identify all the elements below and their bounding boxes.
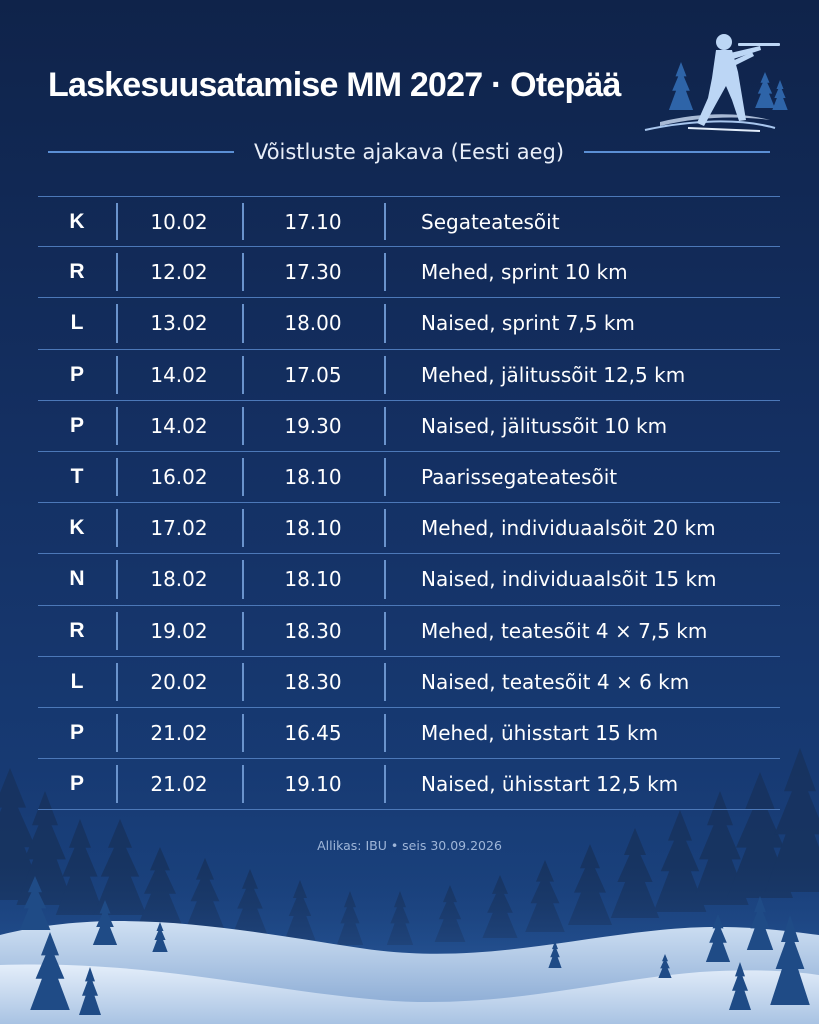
weekday: K <box>69 209 85 233</box>
table-row <box>38 759 780 810</box>
date: 14.02 <box>150 413 208 438</box>
start-time: 17.10 <box>284 209 342 234</box>
event-name: Paarissegateatesõit <box>421 465 618 490</box>
column-divider <box>384 203 386 240</box>
biathlete-shooting-icon <box>645 34 788 131</box>
start-time: 18.10 <box>284 567 342 592</box>
event-name: Mehed, teatesõit 4 × 7,5 km <box>421 618 708 643</box>
start-time: 19.10 <box>284 772 342 797</box>
start-time: 19.30 <box>284 413 342 438</box>
date: 10.02 <box>150 209 208 234</box>
schedule-table <box>38 196 780 810</box>
column-divider <box>384 612 386 650</box>
source-note: Allikas: IBU • seis 30.09.2026 <box>317 838 502 853</box>
start-time: 17.30 <box>284 260 342 285</box>
table-row <box>38 247 780 298</box>
date: 19.02 <box>150 618 208 643</box>
event-name: Naised, ühisstart 12,5 km <box>421 772 679 797</box>
table-row <box>38 452 780 503</box>
event-name: Naised, individuaalsõit 15 km <box>421 567 717 592</box>
date: 17.02 <box>150 516 208 541</box>
date: 21.02 <box>150 720 208 745</box>
start-time: 17.05 <box>284 362 342 387</box>
column-divider <box>384 458 386 496</box>
weekday: R <box>69 618 85 642</box>
table-row <box>38 657 780 708</box>
subtitle: Võistluste ajakava (Eesti aeg) <box>253 140 565 164</box>
subtitle-block <box>48 134 770 170</box>
start-time: 18.10 <box>284 465 342 490</box>
date: 14.02 <box>150 362 208 387</box>
table-row <box>38 196 780 247</box>
column-divider <box>384 663 386 701</box>
event-name: Mehed, individuaalsõit 20 km <box>421 516 716 541</box>
weekday: L <box>70 669 84 693</box>
event-name: Mehed, ühisstart 15 km <box>421 720 659 745</box>
date: 12.02 <box>150 260 208 285</box>
table-row <box>38 606 780 657</box>
start-time: 18.10 <box>284 516 342 541</box>
date: 21.02 <box>150 772 208 797</box>
date: 13.02 <box>150 311 208 336</box>
weekday: N <box>69 567 85 591</box>
event-name: Segateatesõit <box>421 209 560 234</box>
table-row <box>38 350 780 401</box>
subtitle-divider-right <box>584 151 770 153</box>
event-name: Mehed, jälitussõit 12,5 km <box>421 362 686 387</box>
column-divider <box>384 560 386 598</box>
page-title: Laskesuusatamise MM 2027 · Otepää <box>48 66 621 104</box>
column-divider <box>384 253 386 291</box>
weekday: K <box>69 516 85 540</box>
event-name: Mehed, sprint 10 km <box>421 260 628 285</box>
column-divider <box>384 714 386 752</box>
weekday: P <box>69 772 84 796</box>
column-divider <box>384 765 386 803</box>
date: 16.02 <box>150 465 208 490</box>
date: 20.02 <box>150 669 208 694</box>
table-row <box>38 503 780 554</box>
column-divider <box>384 407 386 445</box>
start-time: 18.30 <box>284 669 342 694</box>
start-time: 16.45 <box>284 720 342 745</box>
subtitle-divider-left <box>48 151 234 153</box>
weekday: P <box>69 720 84 744</box>
weekday: P <box>69 413 84 437</box>
table-row <box>38 298 780 349</box>
start-time: 18.00 <box>284 311 342 336</box>
weekday: T <box>70 465 84 489</box>
weekday: P <box>69 362 84 386</box>
weekday: R <box>69 260 85 284</box>
date: 18.02 <box>150 567 208 592</box>
column-divider <box>384 509 386 547</box>
event-name: Naised, jälitussõit 10 km <box>421 413 668 438</box>
column-divider <box>384 356 386 394</box>
table-row <box>38 401 780 452</box>
column-divider <box>384 304 386 342</box>
event-name: Naised, sprint 7,5 km <box>421 311 635 336</box>
start-time: 18.30 <box>284 618 342 643</box>
table-row <box>38 554 780 605</box>
weekday: L <box>70 311 84 335</box>
event-name: Naised, teatesõit 4 × 6 km <box>421 669 690 694</box>
table-row <box>38 708 780 759</box>
